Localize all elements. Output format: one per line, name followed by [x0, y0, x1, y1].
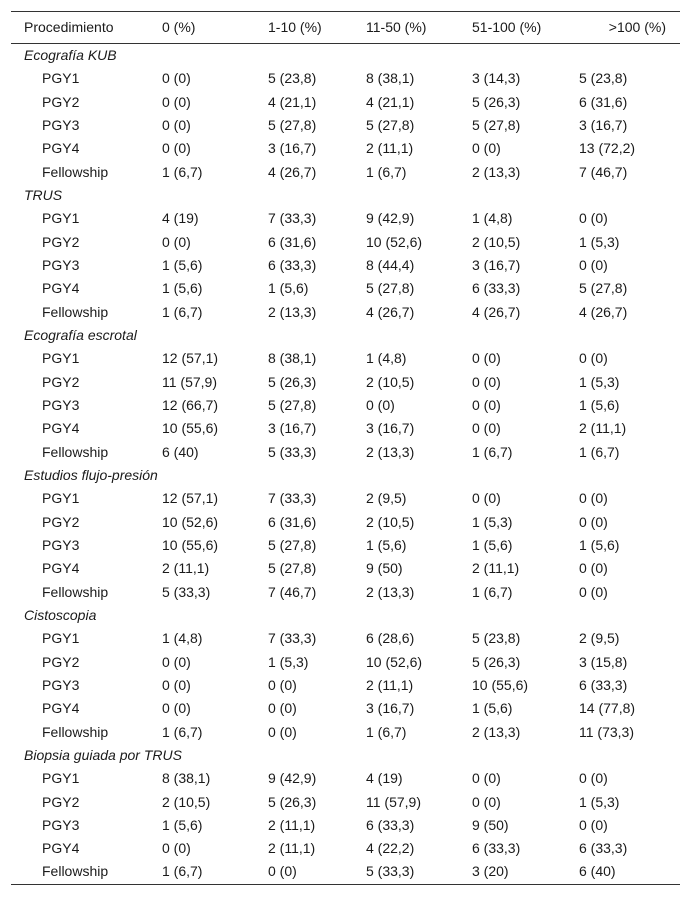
table-cell: 0 (0) — [366, 396, 395, 413]
section-title: Cistoscopia — [24, 606, 97, 623]
section-row — [11, 44, 680, 68]
training-level: PGY2 — [42, 373, 80, 390]
table-cell: 4 (26,7) — [579, 303, 628, 320]
training-level: PGY4 — [42, 140, 80, 157]
table-cell: 6 (31,6) — [579, 93, 628, 110]
table-row — [11, 137, 680, 160]
table-cell: 0 (0) — [472, 396, 501, 413]
training-level: Fellowship — [42, 583, 109, 600]
table-row — [11, 511, 680, 534]
training-level: PGY2 — [42, 653, 80, 670]
table-cell: 0 (0) — [579, 210, 608, 227]
table-cell: 0 (0) — [472, 770, 501, 787]
table-cell: 10 (52,6) — [366, 233, 423, 250]
table-cell: 1 (5,6) — [162, 280, 203, 297]
table-cell: 4 (26,7) — [472, 303, 521, 320]
table-row — [11, 67, 680, 90]
training-level: PGY4 — [42, 420, 80, 437]
procedures-table — [11, 11, 680, 884]
table-row — [11, 791, 680, 814]
table-cell: 10 (52,6) — [366, 653, 423, 670]
training-level: Fellowship — [42, 303, 109, 320]
training-level: PGY2 — [42, 93, 80, 110]
table-cell: 14 (77,8) — [579, 700, 636, 717]
header-over-100-pct: >100 (%) — [608, 19, 666, 35]
training-level: PGY1 — [42, 350, 80, 367]
table-cell: 0 (0) — [579, 816, 608, 833]
table-cell: 11 (57,9) — [366, 793, 421, 810]
training-level: PGY3 — [42, 396, 80, 413]
table-cell: 2 (10,5) — [162, 793, 211, 810]
table-cell: 2 (11,1) — [579, 420, 627, 437]
table-cell: 0 (0) — [472, 373, 501, 390]
table-cell: 10 (55,6) — [162, 420, 219, 437]
table-cell: 8 (38,1) — [162, 770, 211, 787]
table-cell: 5 (23,8) — [579, 70, 628, 87]
table-cell: 0 (0) — [162, 700, 191, 717]
table-cell: 5 (26,3) — [268, 793, 317, 810]
table-cell: 0 (0) — [579, 560, 608, 577]
table-cell: 5 (33,3) — [268, 443, 317, 460]
table-cell: 6 (33,3) — [472, 840, 521, 857]
table-row — [11, 394, 680, 417]
table-cell: 1 (5,3) — [579, 233, 620, 250]
training-level: PGY3 — [42, 536, 80, 553]
table-row — [11, 207, 680, 230]
table-cell: 5 (26,3) — [268, 373, 317, 390]
table-cell: 5 (27,8) — [472, 116, 521, 133]
table-cell: 3 (16,7) — [366, 700, 415, 717]
table-cell: 1 (6,7) — [579, 443, 620, 460]
training-level: PGY1 — [42, 630, 80, 647]
table-row — [11, 91, 680, 114]
table-cell: 2 (11,1) — [366, 140, 414, 157]
table-cell: 1 (6,7) — [162, 163, 203, 180]
table-cell: 2 (11,1) — [268, 840, 316, 857]
table-cell: 1 (4,8) — [162, 630, 203, 647]
table-cell: 0 (0) — [268, 863, 297, 880]
table-cell: 0 (0) — [162, 70, 191, 87]
training-level: PGY1 — [42, 490, 80, 507]
table-cell: 0 (0) — [579, 583, 608, 600]
table-cell: 6 (28,6) — [366, 630, 415, 647]
table-cell: 6 (33,3) — [579, 840, 628, 857]
table-row — [11, 301, 680, 324]
table-cell: 5 (26,3) — [472, 93, 521, 110]
table-cell: 1 (6,7) — [472, 583, 513, 600]
table-cell: 0 (0) — [162, 140, 191, 157]
table-cell: 2 (13,3) — [472, 723, 521, 740]
table-cell: 5 (33,3) — [366, 863, 415, 880]
table-row — [11, 557, 680, 580]
table-cell: 0 (0) — [472, 490, 501, 507]
table-cell: 7 (46,7) — [579, 163, 628, 180]
table-row — [11, 627, 680, 650]
table-cell: 6 (31,6) — [268, 513, 317, 530]
table-cell: 2 (11,1) — [366, 676, 414, 693]
table-cell: 2 (9,5) — [366, 490, 407, 507]
header-0-pct: 0 (%) — [162, 19, 196, 35]
table-cell: 8 (38,1) — [268, 350, 317, 367]
table-cell: 4 (19) — [366, 770, 403, 787]
table-row — [11, 347, 680, 370]
table-cell: 2 (10,5) — [366, 373, 415, 390]
table-row — [11, 371, 680, 394]
table-cell: 6 (40) — [579, 863, 616, 880]
training-level: Fellowship — [42, 863, 109, 880]
table-cell: 3 (16,7) — [268, 420, 317, 437]
table-cell: 1 (6,7) — [366, 723, 407, 740]
table-cell: 6 (31,6) — [268, 233, 317, 250]
table-cell: 8 (38,1) — [366, 70, 415, 87]
table-cell: 1 (6,7) — [162, 863, 203, 880]
table-cell: 6 (40) — [162, 443, 199, 460]
table-cell: 5 (27,8) — [268, 116, 317, 133]
table-cell: 1 (5,3) — [472, 513, 513, 530]
table-cell: 0 (0) — [579, 490, 608, 507]
training-level: PGY1 — [42, 210, 80, 227]
table-cell: 5 (33,3) — [162, 583, 211, 600]
table-cell: 1 (5,6) — [579, 396, 620, 413]
table-row — [11, 254, 680, 277]
table-row — [11, 860, 680, 883]
table-cell: 4 (19) — [162, 210, 199, 227]
table-cell: 0 (0) — [162, 840, 191, 857]
table-cell: 4 (26,7) — [268, 163, 317, 180]
table-row — [11, 651, 680, 674]
table-cell: 0 (0) — [268, 723, 297, 740]
table-cell: 12 (66,7) — [162, 396, 219, 413]
table-cell: 8 (44,4) — [366, 256, 415, 273]
table-row — [11, 767, 680, 790]
table-cell: 6 (33,3) — [579, 676, 628, 693]
header-11-50-pct: 11-50 (%) — [366, 19, 427, 35]
table-cell: 1 (6,7) — [162, 723, 203, 740]
table-cell: 4 (26,7) — [366, 303, 415, 320]
table-cell: 7 (33,3) — [268, 210, 317, 227]
table-cell: 6 (33,3) — [366, 816, 415, 833]
table-cell: 3 (15,8) — [579, 653, 628, 670]
training-level: PGY4 — [42, 560, 80, 577]
table-cell: 1 (5,6) — [472, 536, 513, 553]
table-row — [11, 487, 680, 510]
table-cell: 10 (52,6) — [162, 513, 219, 530]
table-row — [11, 231, 680, 254]
training-level: PGY1 — [42, 70, 80, 87]
table-cell: 4 (21,1) — [366, 93, 415, 110]
table-cell: 1 (6,7) — [162, 303, 203, 320]
training-level: PGY4 — [42, 840, 80, 857]
training-level: PGY2 — [42, 513, 80, 530]
section-row — [11, 184, 680, 207]
table-row — [11, 697, 680, 720]
table-cell: 10 (55,6) — [162, 536, 219, 553]
table-cell: 9 (42,9) — [268, 770, 317, 787]
table-row — [11, 581, 680, 604]
training-level: PGY4 — [42, 280, 80, 297]
table-row — [11, 161, 680, 184]
table-cell: 2 (11,1) — [472, 560, 520, 577]
table-cell: 12 (57,1) — [162, 350, 219, 367]
table-row — [11, 441, 680, 464]
table-cell: 1 (6,7) — [472, 443, 513, 460]
table-row — [11, 814, 680, 837]
training-level: PGY1 — [42, 770, 80, 787]
table-cell: 10 (55,6) — [472, 676, 529, 693]
table-cell: 2 (10,5) — [472, 233, 521, 250]
table-cell: 5 (27,8) — [268, 536, 317, 553]
table-cell: 2 (13,3) — [366, 583, 415, 600]
table-row — [11, 277, 680, 300]
table-cell: 3 (16,7) — [579, 116, 628, 133]
procedures-table-container — [11, 11, 680, 885]
training-level: PGY3 — [42, 816, 80, 833]
table-cell: 12 (57,1) — [162, 490, 219, 507]
training-level: Fellowship — [42, 163, 109, 180]
section-row — [11, 744, 680, 767]
table-cell: 5 (27,8) — [366, 116, 415, 133]
table-cell: 0 (0) — [268, 676, 297, 693]
table-cell: 5 (26,3) — [472, 653, 521, 670]
table-cell: 0 (0) — [579, 770, 608, 787]
section-title: Biopsia guiada por TRUS — [24, 746, 182, 763]
table-cell: 5 (27,8) — [268, 560, 317, 577]
training-level: PGY2 — [42, 793, 80, 810]
table-cell: 5 (27,8) — [366, 280, 415, 297]
table-row — [11, 417, 680, 440]
table-cell: 4 (22,2) — [366, 840, 415, 857]
table-cell: 4 (21,1) — [268, 93, 317, 110]
table-cell: 3 (16,7) — [268, 140, 317, 157]
training-level: PGY3 — [42, 256, 80, 273]
table-cell: 3 (20) — [472, 863, 509, 880]
training-level: PGY2 — [42, 233, 80, 250]
bottom-rule — [11, 884, 680, 885]
table-cell: 1 (5,6) — [268, 280, 309, 297]
table-cell: 13 (72,2) — [579, 140, 636, 157]
section-title: Ecografía KUB — [24, 47, 117, 63]
table-row — [11, 534, 680, 557]
table-cell: 1 (4,8) — [366, 350, 407, 367]
table-cell: 2 (13,3) — [268, 303, 317, 320]
table-cell: 0 (0) — [579, 350, 608, 367]
training-level: Fellowship — [42, 723, 109, 740]
table-cell: 6 (33,3) — [472, 280, 521, 297]
training-level: Fellowship — [42, 443, 109, 460]
table-cell: 2 (13,3) — [366, 443, 415, 460]
table-cell: 0 (0) — [162, 116, 191, 133]
table-cell: 0 (0) — [268, 700, 297, 717]
section-row — [11, 324, 680, 347]
table-cell: 11 (57,9) — [162, 373, 217, 390]
header-row — [11, 12, 680, 44]
training-level: PGY3 — [42, 676, 80, 693]
table-cell: 11 (73,3) — [579, 723, 634, 740]
table-cell: 1 (5,3) — [579, 373, 620, 390]
table-body — [11, 44, 680, 884]
table-cell: 0 (0) — [162, 676, 191, 693]
table-cell: 2 (10,5) — [366, 513, 415, 530]
header-procedimiento: Procedimiento — [24, 19, 114, 35]
section-row — [11, 604, 680, 627]
table-cell: 2 (11,1) — [268, 816, 316, 833]
table-cell: 5 (27,8) — [579, 280, 628, 297]
table-cell: 0 (0) — [162, 653, 191, 670]
table-row — [11, 674, 680, 697]
table-cell: 3 (14,3) — [472, 70, 521, 87]
table-cell: 1 (5,6) — [366, 536, 407, 553]
table-cell: 0 (0) — [162, 233, 191, 250]
table-cell: 9 (50) — [366, 560, 403, 577]
table-cell: 1 (5,6) — [162, 816, 203, 833]
section-title: TRUS — [24, 186, 63, 203]
table-cell: 0 (0) — [579, 513, 608, 530]
table-cell: 0 (0) — [579, 256, 608, 273]
table-cell: 7 (33,3) — [268, 490, 317, 507]
training-level: PGY3 — [42, 116, 80, 133]
table-cell: 0 (0) — [472, 793, 501, 810]
section-row — [11, 464, 680, 487]
table-cell: 3 (16,7) — [366, 420, 415, 437]
table-cell: 2 (9,5) — [579, 630, 620, 647]
section-title: Estudios flujo-presión — [24, 466, 158, 483]
table-cell: 1 (5,3) — [268, 653, 309, 670]
table-cell: 1 (5,6) — [579, 536, 620, 553]
table-cell: 7 (46,7) — [268, 583, 317, 600]
table-cell: 1 (5,6) — [162, 256, 203, 273]
table-cell: 2 (13,3) — [472, 163, 521, 180]
header-51-100-pct: 51-100 (%) — [472, 19, 542, 35]
table-cell: 1 (5,3) — [579, 793, 620, 810]
header-1-10-pct: 1-10 (%) — [268, 19, 322, 35]
table-row — [11, 837, 680, 860]
table-cell: 1 (4,8) — [472, 210, 513, 227]
table-cell: 0 (0) — [472, 420, 501, 437]
table-cell: 0 (0) — [472, 140, 501, 157]
table-cell: 6 (33,3) — [268, 256, 317, 273]
table-cell: 5 (23,8) — [472, 630, 521, 647]
table-cell: 0 (0) — [472, 350, 501, 367]
table-row — [11, 114, 680, 137]
table-cell: 0 (0) — [162, 93, 191, 110]
table-cell: 7 (33,3) — [268, 630, 317, 647]
table-cell: 1 (5,6) — [472, 700, 513, 717]
table-cell: 9 (50) — [472, 816, 509, 833]
table-header — [11, 12, 680, 44]
table-cell: 1 (6,7) — [366, 163, 407, 180]
section-title: Ecografía escrotal — [24, 326, 137, 343]
table-row — [11, 721, 680, 744]
table-cell: 5 (27,8) — [268, 396, 317, 413]
table-cell: 3 (16,7) — [472, 256, 521, 273]
table-cell: 5 (23,8) — [268, 70, 317, 87]
table-cell: 2 (11,1) — [162, 560, 210, 577]
training-level: PGY4 — [42, 700, 80, 717]
table-cell: 9 (42,9) — [366, 210, 415, 227]
